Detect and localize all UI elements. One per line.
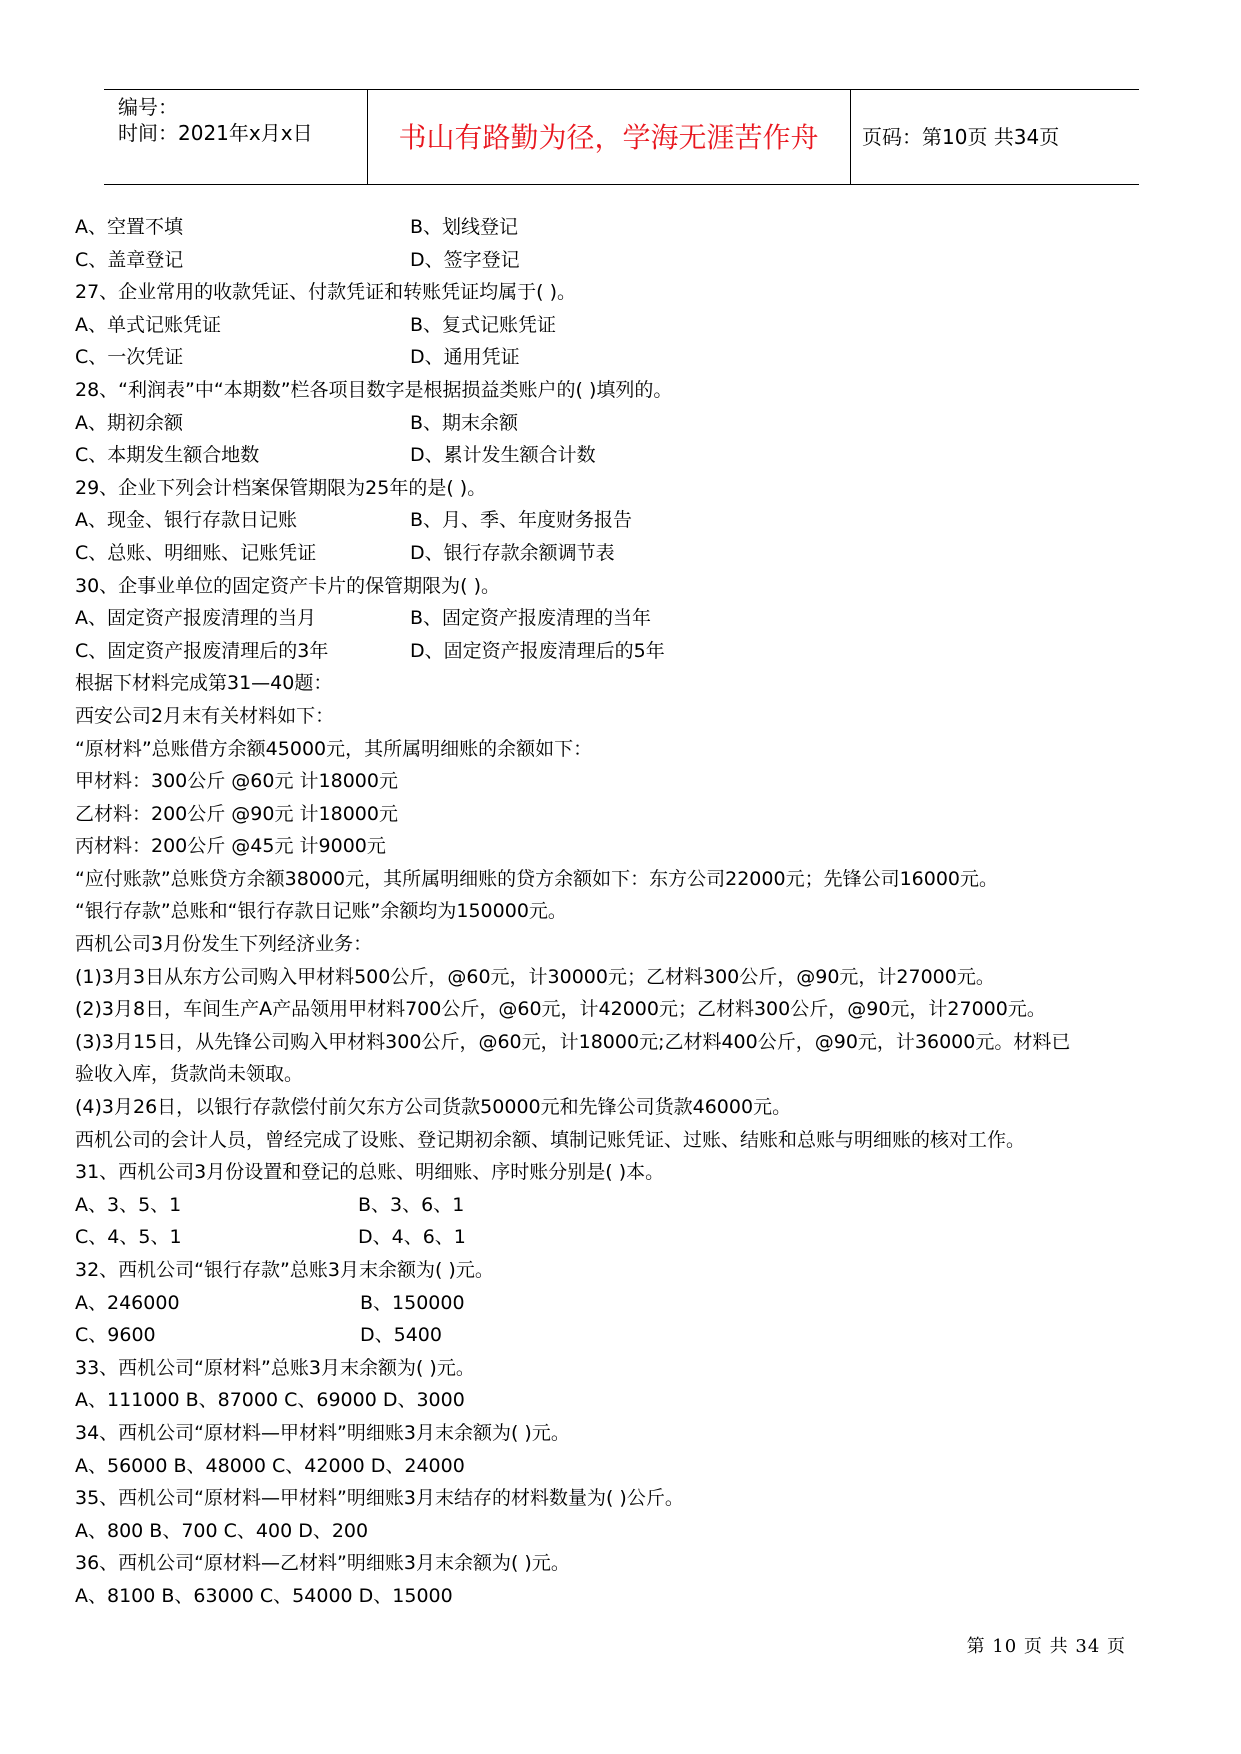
line-text: 36、西机公司“原材料—乙材料”明细账3月末余额为( )元。	[75, 1552, 570, 1575]
line-text: 30、企事业单位的固定资产卡片的保管期限为( )。	[75, 574, 501, 597]
text-line	[75, 733, 1175, 766]
option-text: D、累计发生额合计数	[410, 444, 596, 467]
line-text: (1)3月3日从东方公司购入甲材料500公斤，@60元，计30000元；乙材料300公斤，@90元，计27000元。	[75, 965, 995, 988]
option-text: B、月、季、年度财务报告	[410, 509, 633, 532]
text-line	[75, 309, 1175, 342]
option-text: D、通用凭证	[410, 346, 520, 369]
text-line	[75, 1221, 1175, 1254]
text-line	[75, 1580, 1175, 1613]
option-text: B、固定资产报废清理的当年	[410, 607, 652, 630]
line-text: A、56000 B、48000 C、42000 D、24000	[75, 1454, 465, 1477]
line-text: A、246000	[75, 1291, 180, 1314]
option-text: D、固定资产报废清理后的5年	[410, 639, 665, 662]
line-text: 西机公司的会计人员，曾经完成了设账、登记期初余额、填制记账凭证、过账、结账和总账与明细账的核对工作。	[75, 1128, 1026, 1151]
line-text: C、固定资产报废清理后的3年	[75, 639, 329, 662]
line-text: A、单式记账凭证	[75, 313, 221, 336]
text-line	[75, 537, 1175, 570]
line-text: 甲材料：300公斤 @60元 计18000元	[75, 770, 398, 793]
line-text: (4)3月26日，以银行存款偿付前欠东方公司货款50000元和先锋公司货款46000元。	[75, 1096, 792, 1119]
header-motto-cell	[367, 90, 851, 184]
page-footer: 第 10 页 共 34 页	[966, 1636, 1126, 1657]
line-text: 32、西机公司“银行存款”总账3月末余额为( )元。	[75, 1259, 494, 1281]
line-text: 乙材料：200公斤 @90元 计18000元	[75, 802, 398, 825]
text-line	[75, 1124, 1175, 1157]
line-text: C、盖章登记	[75, 248, 184, 271]
text-line	[75, 1319, 1175, 1352]
text-line	[75, 1384, 1175, 1417]
option-text: B、3、6、1	[358, 1193, 465, 1216]
line-text: “银行存款”总账和“银行存款日记账”余额均为150000元。	[75, 900, 567, 923]
text-line	[75, 1058, 1175, 1091]
text-line	[75, 211, 1175, 244]
text-line	[75, 1417, 1175, 1450]
text-line	[75, 667, 1175, 700]
document-code-label: 编号：	[118, 95, 178, 119]
line-text: C、一次凭证	[75, 346, 184, 369]
option-text: D、5400	[360, 1324, 442, 1347]
line-text: A、期初余额	[75, 411, 183, 434]
line-text: 35、西机公司“原材料—甲材料”明细账3月末结存的材料数量为( )公斤。	[75, 1487, 684, 1510]
text-line	[75, 1515, 1175, 1548]
line-text: A、现金、银行存款日记账	[75, 509, 297, 532]
option-text: D、银行存款余额调节表	[410, 541, 615, 564]
line-text: “应付账款”总账贷方余额38000元，其所属明细账的贷方余额如下：东方公司22000元；先锋公司16000元。	[75, 867, 999, 890]
line-text: A、8100 B、63000 C、54000 D、15000	[75, 1584, 453, 1607]
line-text: A、固定资产报废清理的当月	[75, 607, 316, 630]
text-line	[75, 472, 1175, 505]
text-line	[75, 863, 1175, 896]
text-line	[75, 1482, 1175, 1515]
option-text: B、150000	[360, 1291, 465, 1314]
option-text: B、期末余额	[410, 411, 519, 434]
line-text: 31、西机公司3月份设置和登记的总账、明细账、序时账分别是( )本。	[75, 1161, 665, 1184]
text-line	[75, 1287, 1175, 1320]
line-text: “原材料”总账借方余额45000元，其所属明细账的余额如下：	[75, 737, 593, 760]
text-line	[75, 765, 1175, 798]
option-text: D、4、6、1	[358, 1226, 466, 1249]
text-line	[75, 700, 1175, 733]
line-text: 29、企业下列会计档案保管期限为25年的是( )。	[75, 476, 487, 499]
text-line	[75, 244, 1175, 277]
line-text: 28、“利润表”中“本期数”栏各项目数字是根据损益类账户的( )填列的。	[75, 378, 673, 401]
text-line	[75, 1156, 1175, 1189]
line-text: 验收入库，货款尚未领取。	[75, 1063, 304, 1086]
text-line	[75, 602, 1175, 635]
line-text: A、800 B、700 C、400 D、200	[75, 1519, 369, 1542]
line-text: (3)3月15日，从先锋公司购入甲材料300公斤，@60元，计18000元;乙材料400公斤，@90元，计36000元。材料已	[75, 1030, 1071, 1053]
line-text: A、3、5、1	[75, 1193, 182, 1216]
text-line	[75, 570, 1175, 603]
line-text: 西安公司2月末有关材料如下：	[75, 704, 335, 727]
text-line	[75, 928, 1175, 961]
text-line	[75, 830, 1175, 863]
header-page-number: 页码：第10页 共34页	[862, 125, 1060, 149]
line-text: A、111000 B、87000 C、69000 D、3000	[75, 1389, 465, 1412]
line-text: A、空置不填	[75, 216, 183, 238]
line-text: 西机公司3月份发生下列经济业务：	[75, 933, 373, 956]
text-line	[75, 1026, 1175, 1059]
text-line	[75, 276, 1175, 309]
text-line	[75, 1450, 1175, 1483]
text-line	[75, 1254, 1175, 1287]
text-line	[75, 504, 1175, 537]
motto-text: 书山有路勤为径，学海无涯苦作舟	[398, 121, 819, 154]
line-text: C、4、5、1	[75, 1226, 182, 1249]
option-text: B、划线登记	[410, 216, 519, 238]
text-line	[75, 961, 1175, 994]
text-line	[75, 1189, 1175, 1222]
header-left-cell	[104, 90, 368, 184]
text-line	[75, 1547, 1175, 1580]
text-line	[75, 407, 1175, 440]
line-text: 34、西机公司“原材料—甲材料”明细账3月末余额为( )元。	[75, 1421, 570, 1444]
page-header	[104, 89, 1139, 185]
document-time-label: 时间：2021年x月x日	[118, 121, 313, 145]
text-line	[75, 993, 1175, 1026]
text-line	[75, 798, 1175, 831]
option-text: D、签字登记	[410, 248, 520, 271]
line-text: (2)3月8日，车间生产A产品领用甲材料700公斤，@60元，计42000元；乙材料300公斤，@90元，计27000元。	[75, 998, 1046, 1021]
text-line	[75, 439, 1175, 472]
header-page-cell	[850, 90, 1139, 184]
line-text: 丙材料：200公斤 @45元 计9000元	[75, 835, 386, 858]
line-text: 33、西机公司“原材料”总账3月末余额为( )元。	[75, 1356, 475, 1379]
text-line	[75, 374, 1175, 407]
line-text: C、9600	[75, 1324, 156, 1347]
line-text: 27、企业常用的收款凭证、付款凭证和转账凭证均属于( )。	[75, 281, 577, 304]
option-text: B、复式记账凭证	[410, 313, 557, 336]
text-line	[75, 635, 1175, 668]
document-body	[75, 211, 1175, 1613]
text-line	[75, 1091, 1175, 1124]
line-text: C、本期发生额合地数	[75, 444, 260, 467]
text-line	[75, 1352, 1175, 1385]
line-text: 根据下材料完成第31—40题：	[75, 672, 333, 695]
line-text: C、总账、明细账、记账凭证	[75, 541, 317, 564]
text-line	[75, 341, 1175, 374]
text-line	[75, 895, 1175, 928]
